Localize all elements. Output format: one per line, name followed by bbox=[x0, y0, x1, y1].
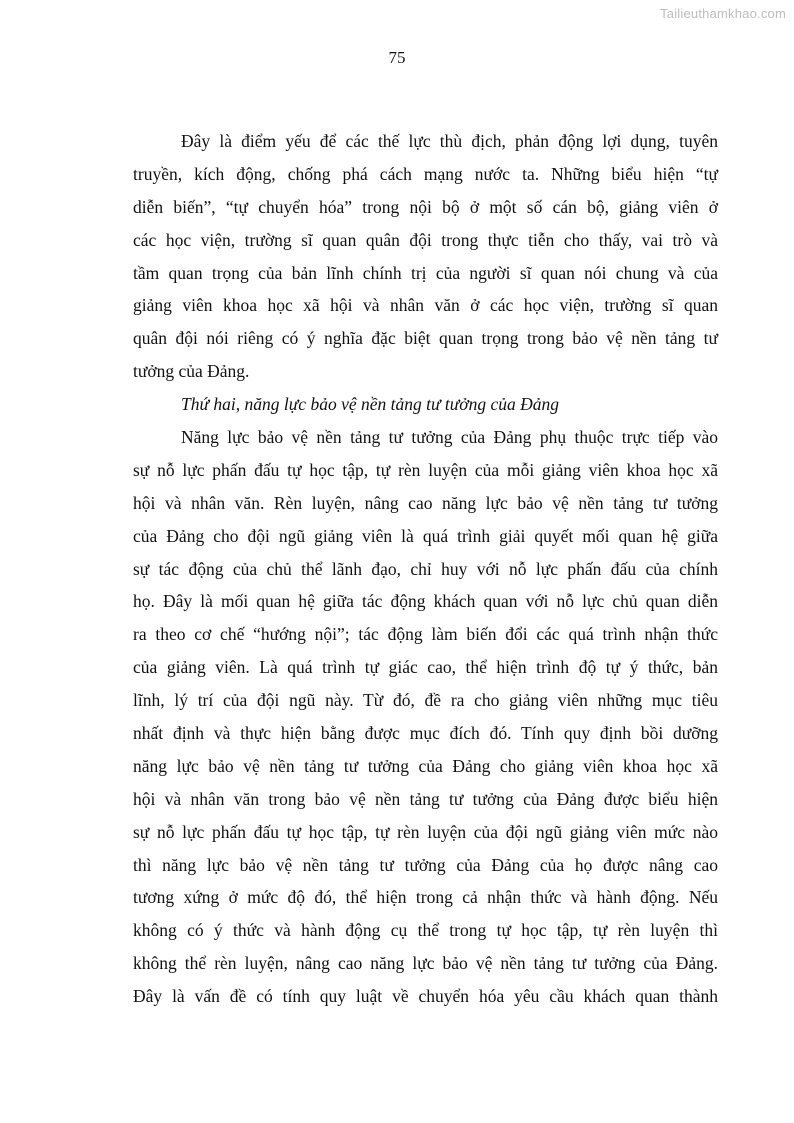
watermark: Tailieuthamkhao.com bbox=[660, 6, 786, 21]
text-line: sự tác động của chủ thể lãnh đạo, chỉ huy với nỗ lực phấn đấu của chính bbox=[133, 558, 718, 579]
text-line: họ. Đây là mối quan hệ giữa tác động khách quan với nỗ lực chủ quan diễn bbox=[133, 591, 718, 612]
text-line: của Đảng cho đội ngũ giảng viên là quá trình giải quyết mối quan hệ giữa bbox=[133, 525, 718, 546]
paragraph-2 bbox=[133, 421, 718, 1013]
text-line: các học viện, trường sĩ quan quân đội trong thực tiễn cho thấy, vai trò và bbox=[133, 229, 718, 250]
text-line: của giảng viên. Là quá trình tự giác cao, thể hiện trình độ tự ý thức, bản bbox=[133, 657, 718, 678]
text-line: không thể rèn luyện, nâng cao năng lực bảo vệ nền tảng tư tưởng của Đảng. bbox=[133, 953, 718, 974]
text-line: nhất định và thực hiện bằng được mục đích đó. Tính quy định bồi dưỡng bbox=[133, 723, 718, 744]
text-line: diễn biến”, “tự chuyển hóa” trong nội bộ ở một số cán bộ, giảng viên ở bbox=[133, 196, 718, 217]
text-line: Đây là vấn đề có tính quy luật về chuyển hóa yêu cầu khách quan thành bbox=[133, 986, 718, 1007]
text-line: sự nỗ lực phấn đấu tự học tập, tự rèn luyện của mỗi giảng viên khoa học xã bbox=[133, 459, 718, 480]
document-body bbox=[133, 125, 718, 1013]
text-line: tưởng của Đảng. bbox=[133, 361, 250, 382]
text-line: lĩnh, lý trí của đội ngũ này. Từ đó, đề ra cho giảng viên những mục tiêu bbox=[133, 690, 718, 711]
text-line: tương xứng ở mức độ đó, thể hiện trong cả nhận thức và hành động. Nếu bbox=[133, 887, 718, 908]
text-line: Đây là điểm yếu để các thế lực thù địch, phản động lợi dụng, tuyên bbox=[181, 131, 718, 151]
text-line: ra theo cơ chế “hướng nội”; tác động làm biến đổi các quá trình nhận thức bbox=[133, 624, 718, 645]
text-line: hội và nhân văn. Rèn luyện, nâng cao năng lực bảo vệ nền tảng tư tưởng bbox=[133, 492, 718, 513]
text-line: hội và nhân văn trong bảo vệ nền tảng tư tưởng của Đảng được biểu hiện bbox=[133, 788, 718, 809]
page-number: 75 bbox=[388, 48, 406, 67]
text-line: không có ý thức và hành động cụ thể trong tự học tập, tự rèn luyện thì bbox=[133, 920, 718, 941]
text-line: giảng viên khoa học xã hội và nhân văn ở các học viện, trường sĩ quan bbox=[133, 295, 718, 316]
paragraph-1 bbox=[133, 125, 718, 388]
text-line: quân đội nói riêng có ý nghĩa đặc biệt quan trọng trong bảo vệ nền tảng tư bbox=[133, 328, 718, 349]
text-line: thì năng lực bảo vệ nền tảng tư tưởng của Đảng của họ được nâng cao bbox=[133, 854, 718, 875]
text-line: năng lực bảo vệ nền tảng tư tưởng của Đảng cho giảng viên khoa học xã bbox=[133, 755, 718, 776]
text-line: sự nỗ lực phấn đấu tự học tập, tự rèn luyện của đội ngũ giảng viên mức nào bbox=[133, 821, 718, 842]
text-line: Năng lực bảo vệ nền tảng tư tưởng của Đảng phụ thuộc trực tiếp vào bbox=[181, 427, 718, 448]
text-line: truyền, kích động, chống phá cách mạng nước ta. Những biểu hiện “tự bbox=[133, 163, 718, 184]
section-heading: Thứ hai, năng lực bảo vệ nền tảng tư tưởng của Đảng bbox=[181, 394, 560, 415]
text-line: tầm quan trọng của bản lĩnh chính trị của người sĩ quan nói chung và của bbox=[133, 262, 718, 283]
